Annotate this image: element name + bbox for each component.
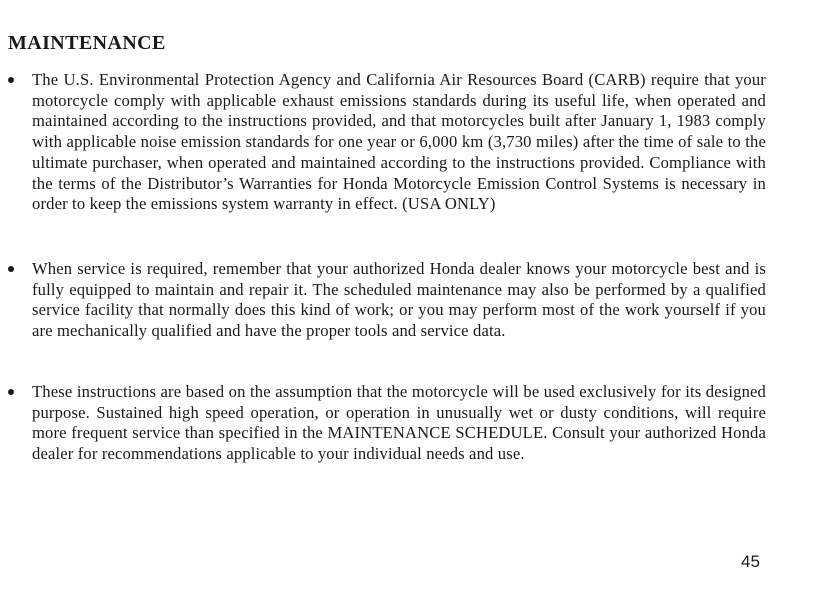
paragraph-emissions: The U.S. Environmental Protection Agency and California Air Resources Board (CARB) require that your motorcycle comply with applicable exhaust emissions standards during its useful life, when operated and maintained according to the instructions provided, and that motorcycles built after January 1, 1983 comply with applicable noise emission standards for one year or 6,000 km (3,730 miles) after the time of sale to the ultimate purchaser, when operated and maintained according to the instructions provided. Compliance with the terms of the Distributor’s Warranties for Honda Motorcycle Emission Control Systems is necessary in order to keep the emissions system warranty in effect. (USA ONLY)	[32, 70, 766, 214]
bullet-icon	[8, 266, 14, 272]
bullet-item-service	[8, 259, 766, 342]
section-title: MAINTENANCE	[8, 32, 166, 54]
paragraph-conditions: These instructions are based on the assumption that the motorcycle will be used exclusively for its designed purpose. Sustained high speed operation, or operation in unusually wet or dusty conditions, will require more frequent service than specified in the MAINTENANCE SCHEDULE. Consult your authorized Honda dealer for recommendations applicable to your individual needs and use.	[32, 382, 766, 464]
bullet-icon	[8, 77, 14, 83]
paragraph-service: When service is required, remember that your authorized Honda dealer knows your motorcycle best and is fully equipped to maintain and repair it. The scheduled maintenance may also be performed by a qualified service facility that normally does this kind of work; or you may perform most of the work yourself if you are mechanically qualified and have the proper tools and service data.	[32, 259, 766, 341]
bullet-icon	[8, 389, 14, 395]
page-number: 45	[741, 552, 760, 571]
bullet-item-conditions	[8, 382, 766, 465]
bullet-item-emissions	[8, 70, 766, 215]
